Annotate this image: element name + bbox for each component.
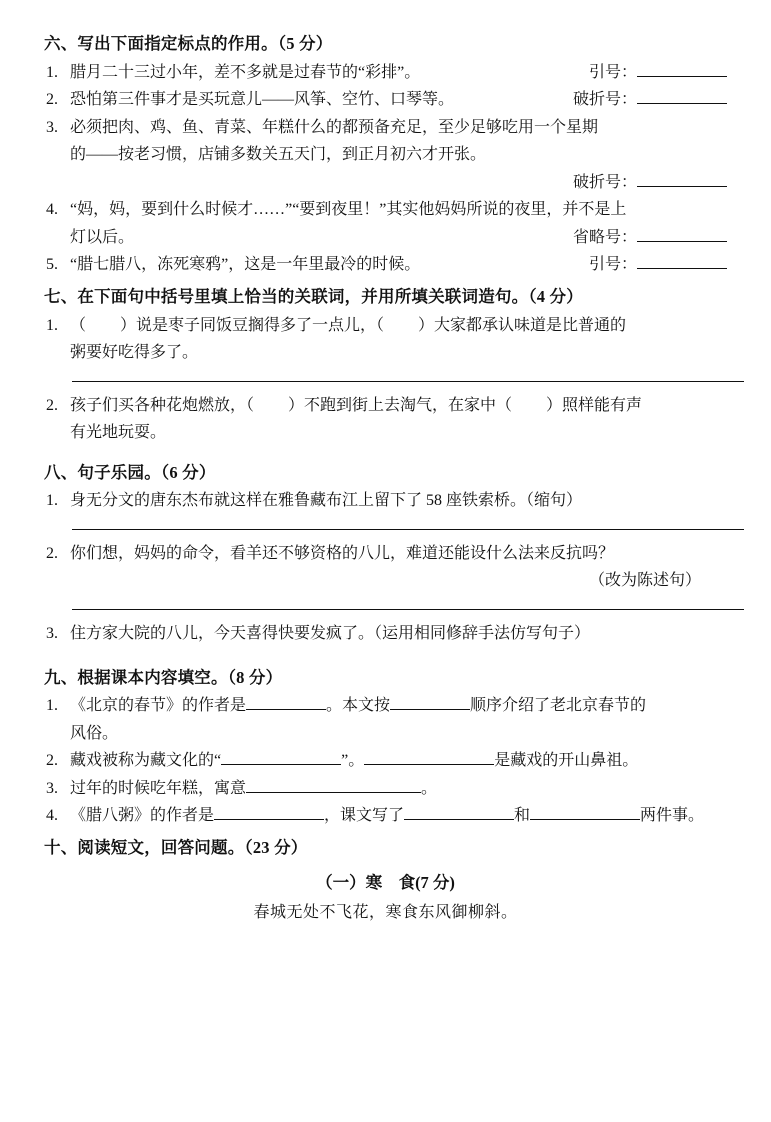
- answer-blank[interactable]: [637, 103, 727, 104]
- item-number: 2.: [46, 752, 58, 770]
- question-item: [44, 114, 727, 197]
- answer-label: 省略号：: [573, 224, 727, 252]
- item-text-end: ）大家都承认味道是比普通的: [418, 316, 627, 334]
- fill-blank[interactable]: [214, 819, 324, 820]
- section-heading-six: [44, 32, 727, 57]
- section-heading-nine: [44, 666, 727, 691]
- paren-open: （: [70, 316, 87, 334]
- item-number: 1.: [46, 63, 58, 81]
- item-number: 3.: [46, 779, 58, 797]
- answer-write-line[interactable]: [72, 381, 744, 382]
- item-text-a: 过年的时候吃年糕，寓意: [70, 779, 247, 797]
- section-eight-points: （6 分）: [160, 462, 216, 482]
- fill-blank[interactable]: [364, 764, 494, 765]
- item-text-mid: ）说是枣子同饭豆搁得多了一点儿，（: [120, 316, 385, 334]
- answer-write-line[interactable]: [72, 529, 744, 530]
- answer-blank[interactable]: [637, 268, 727, 269]
- item-number: 4.: [46, 201, 58, 219]
- item-number: 2.: [46, 91, 58, 109]
- section-heading-seven: [44, 285, 727, 310]
- item-text: 身无分文的唐东杰布就这样在雅鲁藏布江上留下了 58 座铁索桥。（缩句）: [70, 492, 583, 510]
- item-text-b: ，课文写了: [324, 807, 405, 825]
- answer-blank[interactable]: [637, 186, 727, 187]
- question-item: [44, 86, 727, 114]
- item-number: 1.: [46, 492, 58, 510]
- passage-title-points: (7 分): [415, 872, 455, 892]
- item-text-line2: 灯以后。: [70, 228, 135, 246]
- fill-blank[interactable]: [390, 709, 470, 710]
- fill-blank[interactable]: [246, 792, 421, 793]
- answer-blank[interactable]: [637, 76, 727, 77]
- question-item: [44, 392, 727, 447]
- item-text-line2: 的——按老习惯，店铺多数关五天门，到正月初六才开张。: [70, 146, 487, 164]
- section-ten-title: 十、阅读短文，回答问题。: [44, 837, 245, 857]
- item-number: 2.: [46, 396, 58, 414]
- question-item: [44, 620, 727, 648]
- answer-label: 引号：: [589, 59, 727, 87]
- question-item: [44, 251, 727, 279]
- item-instruction: （改为陈述句）: [588, 572, 701, 590]
- item-number: 5.: [46, 256, 58, 274]
- item-text: “腊七腊八，冻死寒鸦”，这是一年里最冷的时候。: [70, 256, 421, 274]
- item-text-a: 《腊八粥》的作者是: [70, 807, 215, 825]
- item-text-line1: 必须把肉、鸡、鱼、青菜、年糕什么的都预备充足，至少足够吃用一个星期: [70, 118, 599, 136]
- section-heading-ten: [44, 836, 727, 861]
- section-seven-points: （4 分）: [528, 286, 583, 306]
- fill-blank[interactable]: [221, 764, 341, 765]
- item-text: 你们想，妈妈的命令，看羊还不够资格的八儿，难道还能设什么法来反抗吗？: [70, 544, 615, 562]
- section-nine-points: （8 分）: [227, 667, 283, 687]
- item-text-a: 藏戏被称为藏文化的“: [70, 752, 222, 770]
- section-six-title: 六、写出下面指定标点的作用。: [44, 34, 278, 53]
- item-text: 腊月二十三过小年，差不多就是过春节的“彩排”。: [70, 63, 421, 81]
- question-item: [44, 692, 727, 747]
- question-item: [44, 747, 727, 775]
- question-item: [44, 540, 727, 595]
- answer-label: 引号：: [589, 251, 727, 279]
- item-number: 3.: [46, 624, 58, 642]
- question-item: [44, 487, 727, 515]
- passage-title-text: （一）寒 食: [316, 872, 416, 892]
- item-text-d: 两件事。: [640, 807, 705, 825]
- item-text-b: 。: [421, 779, 438, 797]
- answer-write-line[interactable]: [72, 609, 744, 610]
- item-number: 1.: [46, 697, 58, 715]
- item-text: 住方家大院的八儿，今天喜得快要发疯了。（运用相同修辞手法仿写句子）: [70, 624, 591, 642]
- question-item: [44, 59, 727, 87]
- item-text-b: ”。: [341, 752, 365, 770]
- item-text-line2: 粥要好吃得多了。: [70, 344, 199, 362]
- item-number: 2.: [46, 544, 58, 562]
- section-heading-eight: [44, 461, 727, 486]
- fill-blank[interactable]: [246, 709, 326, 710]
- item-text-mid: ）不跑到街上去淘气，在家中（: [288, 396, 513, 414]
- item-text-line1: “妈，妈，要到什么时候才……”“要到夜里！”其实他妈妈所说的夜里，并不是上: [70, 201, 627, 219]
- item-text-a: 《北京的春节》的作者是: [70, 697, 247, 715]
- section-seven-title: 七、在下面句中括号里填上恰当的关联词，并用所填关联词造句。: [44, 286, 529, 306]
- item-text: 恐怕第三件事才是买玩意儿——风筝、空竹、口琴等。: [70, 91, 455, 109]
- question-item: [44, 312, 727, 367]
- item-text-c: 和: [514, 807, 531, 825]
- question-item: [44, 802, 727, 830]
- item-text-b: 。本文按: [326, 697, 391, 715]
- item-text-c: 顺序介绍了老北京春节的: [470, 697, 647, 715]
- item-number: 4.: [46, 807, 58, 825]
- item-text-c: 是藏戏的开山鼻祖。: [494, 752, 639, 770]
- section-nine-title: 九、根据课本内容填空。: [44, 667, 228, 687]
- item-text-line2: 有光地玩耍。: [70, 424, 167, 442]
- answer-blank[interactable]: [637, 241, 727, 242]
- section-ten-points: （23 分）: [244, 837, 308, 857]
- fill-blank[interactable]: [530, 819, 640, 820]
- question-item: [44, 775, 727, 803]
- answer-label: 破折号：: [70, 169, 727, 197]
- item-text-start: 孩子们买各种花炮燃放，（: [70, 396, 255, 414]
- answer-label: 破折号：: [573, 86, 727, 114]
- fill-blank[interactable]: [404, 819, 514, 820]
- section-eight-title: 八、句子乐园。: [44, 462, 161, 482]
- section-six-points: （5 分）: [277, 34, 333, 53]
- item-number: 3.: [46, 118, 58, 136]
- item-text-line2: 风俗。: [70, 724, 119, 742]
- item-number: 1.: [46, 316, 58, 334]
- question-item: [44, 196, 727, 251]
- item-text-end: ）照样能有声: [546, 396, 643, 414]
- poem-line: 春城无处不飞花，寒食东风御柳斜。: [253, 903, 518, 921]
- reading-passage-title: [44, 869, 727, 893]
